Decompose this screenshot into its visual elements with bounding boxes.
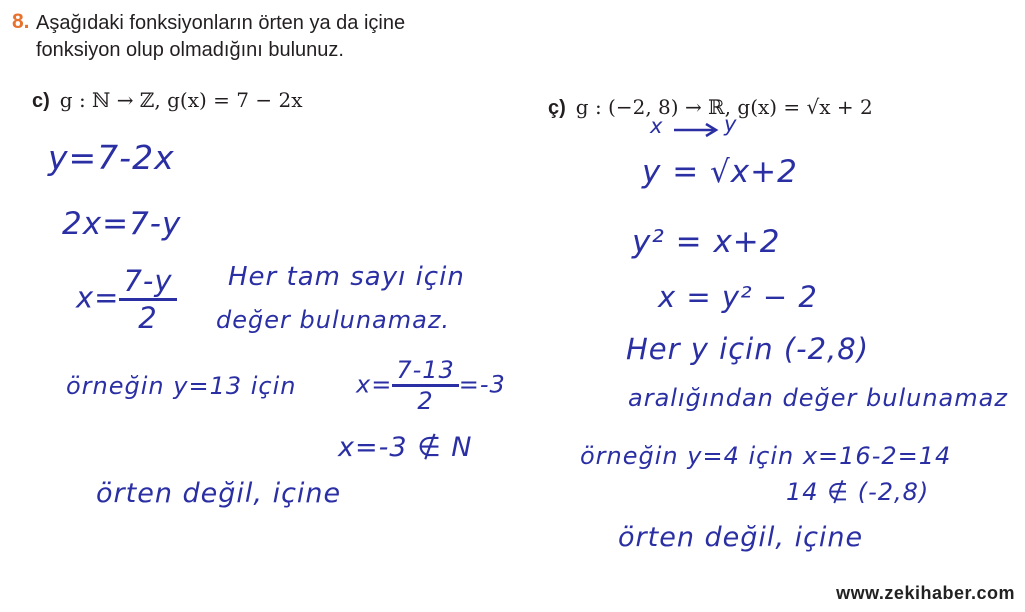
c-work-fraction-num: 7-y [119, 264, 176, 301]
c-work-example: örneğin y=13 için [66, 372, 297, 400]
cc-work-line-1: y = √x+2 [642, 154, 798, 190]
watermark: www.zekihaber.com [836, 583, 1015, 603]
c-work-line-2: 2x=7-y [62, 206, 182, 242]
cc-work-line-7: 14 ∉ (-2,8) [786, 478, 930, 506]
part-c-label: c) [32, 90, 50, 112]
c-work-fraction [119, 264, 176, 335]
cc-work-line-3: x = y² − 2 [658, 280, 818, 314]
c-work-line-3 [76, 264, 177, 335]
cc-work-line-4: Her y için (-2,8) [626, 332, 870, 366]
cc-work-line-2: y² = x+2 [632, 224, 781, 260]
c-work-example-calc [356, 356, 506, 415]
c-work-example-x-equals: x= [356, 370, 393, 399]
c-work-x-equals: x= [76, 280, 120, 315]
c-work-fraction-den: 2 [138, 301, 158, 335]
part-cc-statement-row [548, 95, 873, 120]
cc-mapping-x: x [650, 114, 664, 138]
part-cc-statement: g : (−2, 8) → ℝ, g(x) = √x + 2 [575, 95, 873, 119]
question-text [36, 10, 405, 64]
c-work-note-2: değer bulunamaz. [216, 306, 451, 334]
cc-mapping-y: y [724, 112, 738, 136]
part-c-statement-row [32, 88, 302, 113]
question-line-1: Aşağıdaki fonksiyonların örten ya da içine [36, 12, 406, 34]
cc-work-example: örneğin y=4 için x=16-2=14 [580, 442, 952, 470]
c-work-note-1: Her tam sayı için [228, 262, 465, 292]
cc-work-line-5: aralığından değer bulunamaz [628, 384, 1008, 412]
c-work-example-fraction-den: 2 [417, 387, 434, 415]
c-work-example-fraction [392, 356, 458, 415]
cc-work-conclusion: örten değil, içine [618, 522, 864, 553]
c-work-line-1: y=7-2x [48, 138, 175, 177]
c-work-example-result: =-3 [458, 370, 506, 399]
mapping-arrow-icon [672, 122, 720, 138]
part-cc-label: ç) [548, 97, 566, 119]
part-c-statement: g : ℕ → ℤ, g(x) = 7 − 2x [59, 88, 303, 112]
question-line-2: fonksiyon olup olmadığını bulunuz. [36, 39, 344, 61]
c-work-conclusion: örten değil, içine [96, 478, 342, 509]
c-work-line-5: x=-3 ∉ N [338, 432, 473, 463]
c-work-example-fraction-num: 7-13 [392, 356, 458, 387]
question-number: 8. [12, 10, 30, 33]
